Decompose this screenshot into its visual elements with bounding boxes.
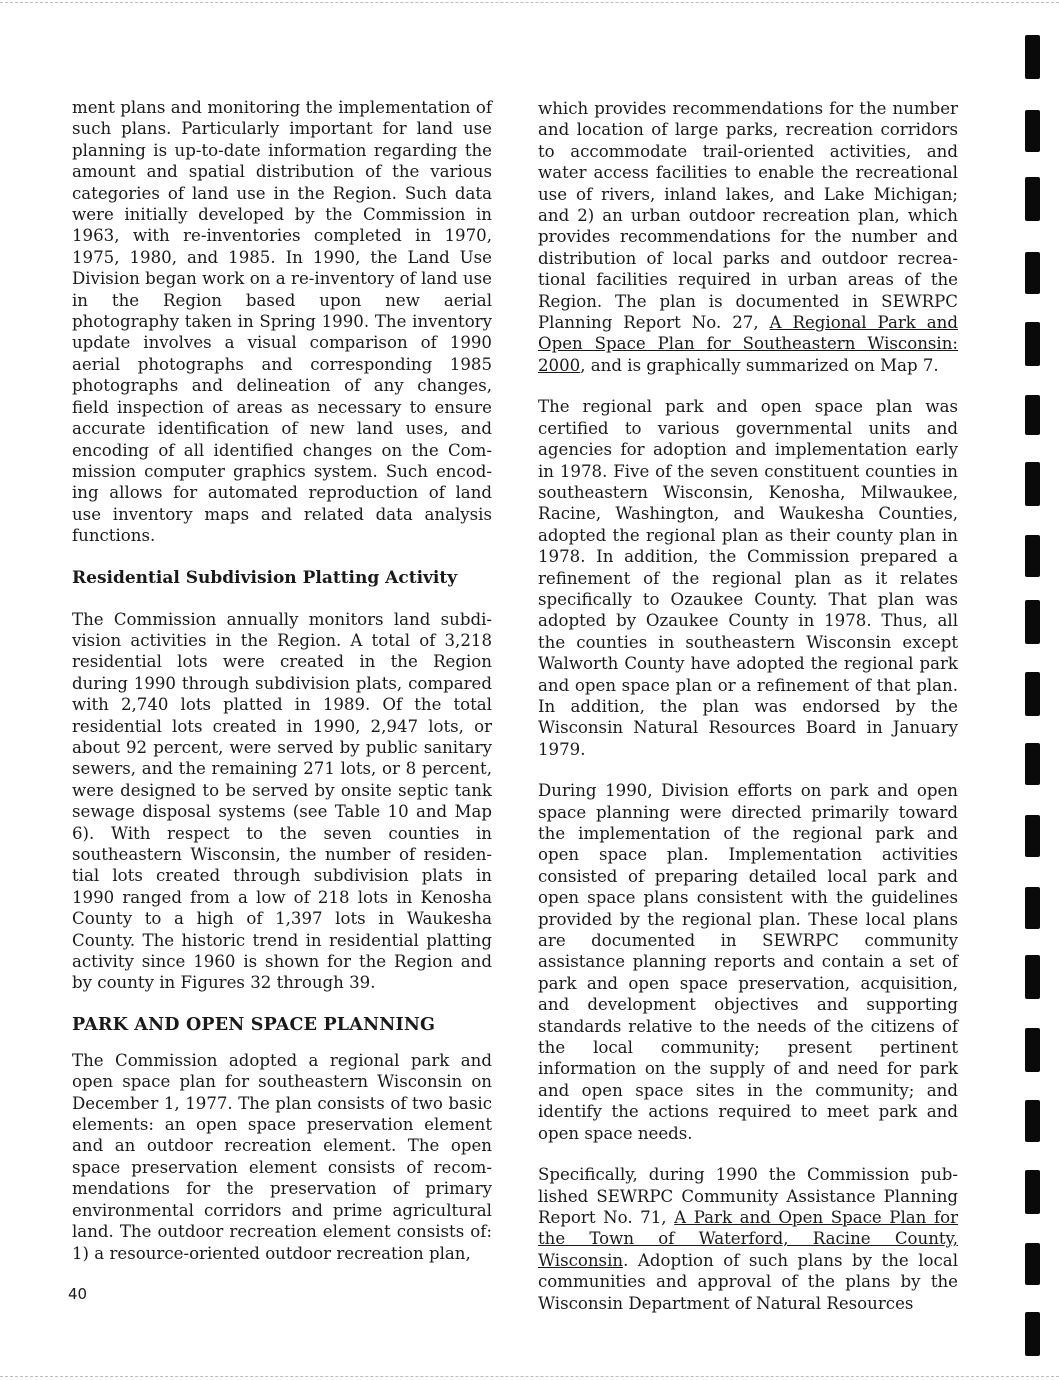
top-scan-rule xyxy=(0,2,1059,3)
plan-adoption-paragraph: The regional park and open space plan was certified to various governmental units and agencies for adoption and implementation early in 1978. Five of the seven constituent counties in southeastern Wisconsin, Kenosha, Milwaukee, Racine, Washington, and Waukesha Counties, adopted the regional plan as their county plan in 1978. In addition, the Commission prepared a refinement of the regional plan as it relates specifically to Ozaukee County. That plan was adopted by Ozaukee County in 1978. Thus, all the counties in southeastern Wisconsin except Walworth County have adopted the regional park and open space plan or a refinement of that plan. In addition, the plan was endorsed by the Wisconsin Natural Resources Board in January 1979. xyxy=(538,397,958,759)
binding-tab xyxy=(1025,535,1040,577)
bottom-scan-rule xyxy=(0,1376,1059,1377)
land-use-paragraph: ment plans and monitoring the implementation of such plans. Particularly important for land use planning is up-to-date information regarding the amount and spatial distribution of the various categories of land use in the Region. Such data were initially developed by the Commission in 1963, with re-inventories completed in 1970, 1975, 1980, and 1985. In 1990, the Land Use Division began work on a re-inventory of land use in the Region based upon new aerial photography taken in Spring 1990. The inventory update involves a visual comparison of 1990 aerial photographs and corresponding 1985 photographs and delineation of any changes, field inspection of areas as necessary to ensure accurate identification of new land uses, and encoding of all identified changes on the Commission computer graphics system. Such encoding allows for automated reproduction of land use inventory maps and related data analysis functions. xyxy=(72,98,492,546)
binding-tab xyxy=(1025,1100,1040,1142)
left-column xyxy=(72,97,492,1264)
binding-tab xyxy=(1025,1312,1040,1356)
page-number: 40 xyxy=(68,1285,88,1303)
binding-tab xyxy=(1025,1170,1040,1214)
binding-tab xyxy=(1025,743,1040,785)
binding-tab xyxy=(1025,815,1040,857)
waterford-plan-text: Specifically, during 1990 the Commission published SEWRPC Community Assistance Planning Report No. 71, xyxy=(538,1165,958,1227)
binding-tab xyxy=(1025,955,1040,999)
waterford-plan-paragraph xyxy=(538,1164,958,1314)
right-column xyxy=(538,98,958,1314)
recreation-plan-text: which provides recommendations for the number and location of large parks, recreation corridors to accommodate trail-oriented activities, and water access facilities to enable the recreational use of rivers, inland lakes, and Lake Michigan; and 2) an urban outdoor recreation plan, which provides recommendations for the number and distribution of local parks and outdoor recreational facilities required in urban areas of the Region. The plan is documented in SEWRPC Planning Report No. 27, xyxy=(538,99,958,333)
park-planning-heading: PARK AND OPEN SPACE PLANNING xyxy=(72,1014,436,1035)
binding-tab xyxy=(1025,252,1040,294)
recreation-plan-paragraph xyxy=(538,98,958,376)
park-plan-intro-paragraph: The Commission adopted a regional park and open space plan for southeastern Wisconsin on December 1, 1977. The plan consists of two basic elements: an open space preservation element and an outdoor recreation element. The open space preservation element consists of recommendations for the preservation of primary environmental corridors and prime agricultural land. The outdoor recreation element consists of: 1) a resource-oriented outdoor recreation plan, xyxy=(72,1050,492,1263)
binding-tab xyxy=(1025,322,1040,366)
report-71-title: A Park and Open Space Plan for the Town of Waterford, Racine County, Wisconsin xyxy=(538,1207,959,1270)
binding-tab xyxy=(1025,395,1040,435)
binding-tab xyxy=(1025,1028,1040,1072)
binding-tab xyxy=(1025,462,1040,506)
binding-tab xyxy=(1025,110,1040,152)
residential-platting-paragraph: The Commission annually monitors land subdivision activities in the Region. A total of 3,218 residential lots were created in the Region during 1990 through subdivision plats, compared with 2,740 lots platted in 1989. Of the total residential lots created in 1990, 2,947 lots, or about 92 percent, were served by public sanitary sewers, and the remaining 271 lots, or 8 percent, were designed to be served by onsite septic tank sewage disposal systems (see Table 10 and Map 6). With respect to the seven counties in southeastern Wisconsin, the number of residential lots created through subdivision plats in 1990 ranged from a low of 218 lots in Kenosha County to a high of 1,397 lots in Waukesha County. The historic trend in residential platting activity since 1960 is shown for the Region and by county in Figures 32 through 39. xyxy=(72,609,492,993)
binding-tab xyxy=(1025,600,1040,644)
binding-tab xyxy=(1025,1243,1040,1285)
residential-platting-heading: Residential Subdivision Platting Activity xyxy=(72,567,458,588)
binding-tab xyxy=(1025,177,1040,221)
binding-tab xyxy=(1025,35,1040,79)
planning-report-27-title: A Regional Park and Open Space Plan for Southeastern Wisconsin: 2000 xyxy=(538,313,958,375)
binding-tab xyxy=(1025,672,1040,716)
recreation-plan-text-end: , and is graphically summarized on Map 7. xyxy=(580,355,939,375)
division-efforts-paragraph: During 1990, Division efforts on park and open space planning were directed primarily toward the implementation of the regional park and open space plan. Implementation activities consisted of preparing detailed local park and open space plans consistent with the guidelines provided by the regional plan. These local plans are documented in SEWRPC community assistance planning reports and contain a set of park and open space preservation, acquisition, and development objectives and supporting standards relative to the needs of the citizens of the local community; present pertinent information on the supply of and need for park and open space sites in the community; and identify the actions required to meet park and open space needs. xyxy=(538,781,958,1143)
binding-tab xyxy=(1025,887,1040,929)
waterford-plan-text-end: . Adoption of such plans by the local communities and approval of the plans by the Wisconsin Department of Natural Resources xyxy=(538,1250,958,1313)
